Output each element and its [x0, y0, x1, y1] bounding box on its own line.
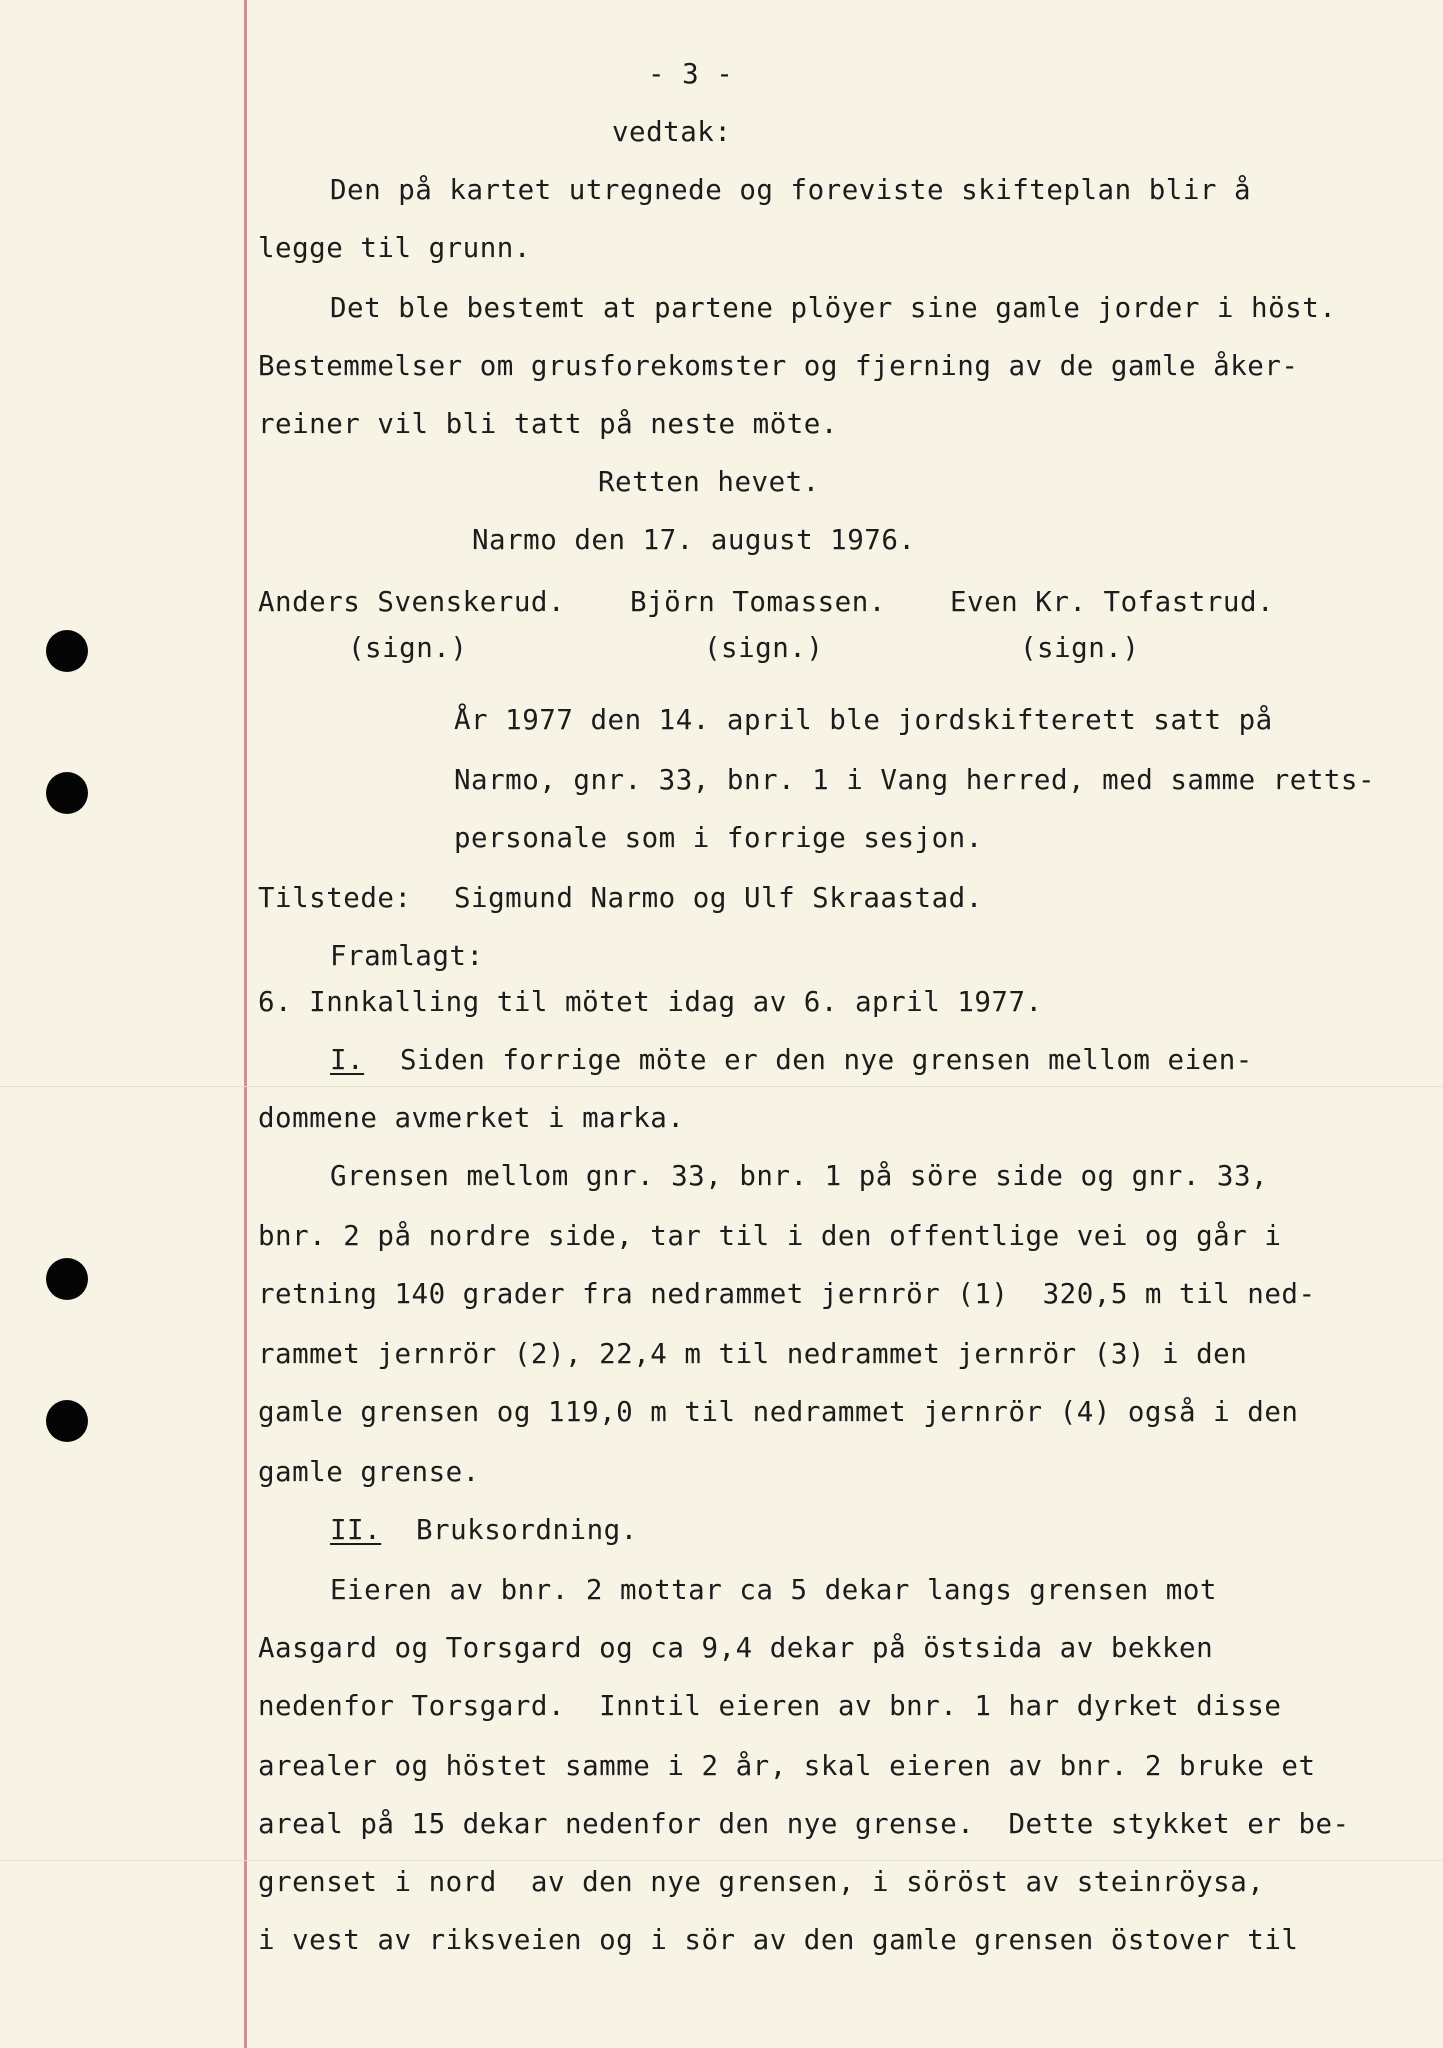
section-line: gamle grense.: [258, 1456, 480, 1488]
section-line: Grensen mellom gnr. 33, bnr. 1 på söre side og gnr. 33,: [330, 1160, 1269, 1192]
section-line: Eieren av bnr. 2 mottar ca 5 dekar langs grensen mot: [330, 1574, 1217, 1606]
submitted-item: 6. Innkalling til mötet idag av 6. april 1977.: [258, 986, 1043, 1018]
section-line: Siden forrige möte er den nye grensen mellom eien-: [400, 1044, 1253, 1076]
paragraph-line: legge til grunn.: [258, 232, 531, 264]
section-line: rammet jernrör (2), 22,4 m til nedrammet jernrör (3) i den: [258, 1338, 1248, 1370]
present-value: Sigmund Narmo og Ulf Skraastad.: [454, 882, 983, 914]
section-title: Bruksordning.: [416, 1514, 638, 1546]
punch-hole: [46, 772, 88, 814]
session-line: personale som i forrige sesjon.: [454, 822, 983, 854]
section-line: i vest av riksveien og i sör av den gamle grensen östover til: [258, 1924, 1299, 1956]
section-line: retning 140 grader fra nedrammet jernrör (1) 320,5 m til ned-: [258, 1278, 1316, 1310]
section-line: dommene avmerket i marka.: [258, 1102, 685, 1134]
punch-hole: [46, 630, 88, 672]
section-line: gamle grensen og 119,0 m til nedrammet jernrör (4) også i den: [258, 1396, 1299, 1428]
session-line: År 1977 den 14. april ble jordskifterett satt på: [454, 704, 1273, 736]
adjourned-text: Retten hevet.: [598, 466, 820, 498]
margin-line: [244, 0, 247, 2048]
submitted-label: Framlagt:: [330, 940, 484, 972]
section-heading: vedtak:: [612, 116, 732, 148]
section-line: grenset i nord av den nye grensen, i söröst av steinröysa,: [258, 1866, 1265, 1898]
signature-name: Björn Tomassen.: [630, 586, 886, 618]
punch-hole: [46, 1400, 88, 1442]
signature-name: Even Kr. Tofastrud.: [950, 586, 1275, 618]
present-label: Tilstede:: [258, 882, 412, 914]
section-line: areal på 15 dekar nedenfor den nye grense. Dette stykket er be-: [258, 1808, 1350, 1840]
signature-mark: (sign.): [1020, 632, 1140, 664]
section-line: arealer og höstet samme i 2 år, skal eieren av bnr. 2 bruke et: [258, 1750, 1316, 1782]
paper-fold: [0, 1860, 1443, 1861]
paragraph-line: Bestemmelser om grusforekomster og fjerning av de gamle åker-: [258, 350, 1299, 382]
place-date: Narmo den 17. august 1976.: [472, 524, 916, 556]
session-line: Narmo, gnr. 33, bnr. 1 i Vang herred, med samme retts-: [454, 764, 1376, 796]
section-numeral: I.: [330, 1044, 365, 1076]
section-line: bnr. 2 på nordre side, tar til i den offentlige vei og går i: [258, 1220, 1282, 1252]
section-line: Aasgard og Torsgard og ca 9,4 dekar på östsida av bekken: [258, 1632, 1214, 1664]
paper-fold: [0, 1086, 1443, 1087]
paragraph-line: Den på kartet utregnede og foreviste skifteplan blir å: [330, 174, 1252, 206]
page-number: - 3 -: [648, 58, 734, 90]
paragraph-line: Det ble bestemt at partene plöyer sine gamle jorder i höst.: [330, 292, 1337, 324]
paragraph-line: reiner vil bli tatt på neste möte.: [258, 408, 838, 440]
punch-hole: [46, 1258, 88, 1300]
signature-mark: (sign.): [704, 632, 824, 664]
signature-mark: (sign.): [348, 632, 468, 664]
section-numeral: II.: [330, 1514, 382, 1546]
section-line: nedenfor Torsgard. Inntil eieren av bnr. 1 har dyrket disse: [258, 1690, 1282, 1722]
signature-name: Anders Svenskerud.: [258, 586, 566, 618]
